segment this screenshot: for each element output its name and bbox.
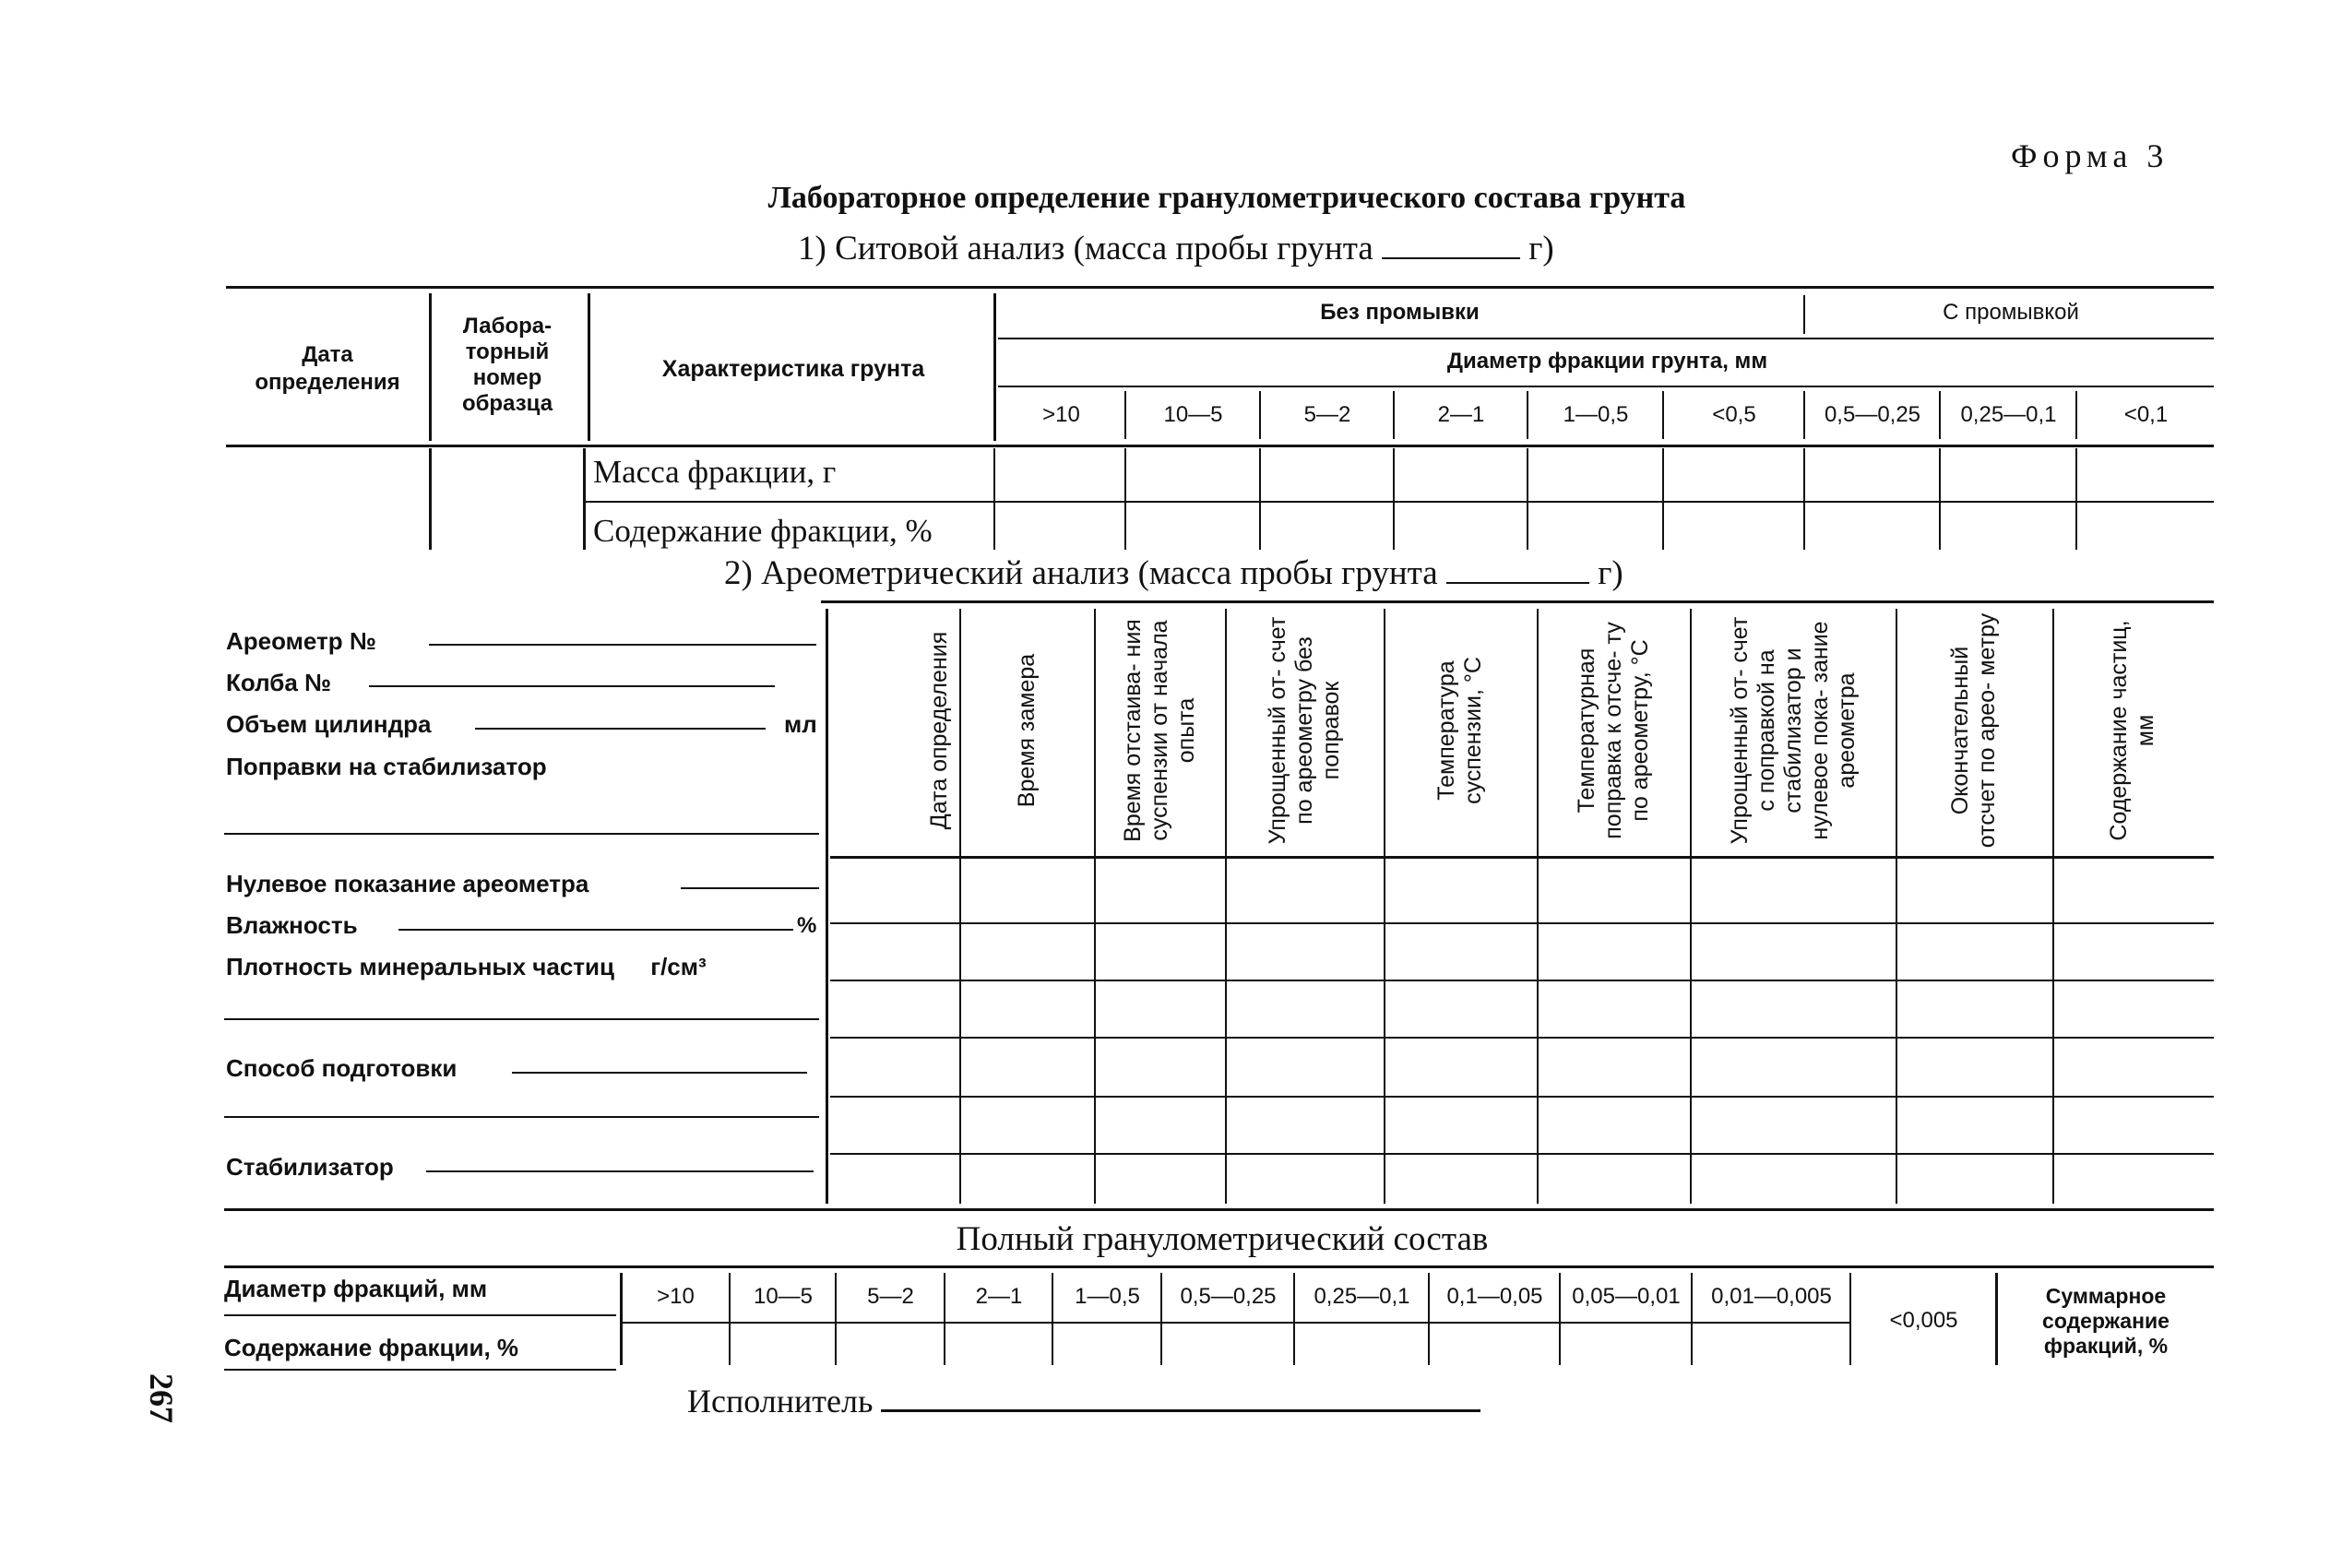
hydro-col-temp-correction: Температурная поправка к отсче- ту по ареометру, °С	[1573, 622, 1653, 839]
hydro-col-corrected-reading: Упрощенный от- счет с поправкой на стабилизатор и нулевое пока- зание ареометра	[1726, 616, 1860, 845]
diameter-header: Диаметр фракции грунта, мм	[1446, 349, 1768, 374]
executor-label: Исполнитель	[687, 1383, 874, 1420]
unit-density: г/см³	[650, 953, 707, 980]
label-zero-reading: Нулевое показание ареометра	[226, 870, 589, 897]
sieve-heading-unit: г)	[1528, 230, 1554, 267]
full-fraction-001-0005: 0,01—0,005	[1711, 1284, 1832, 1309]
sieve-fraction-5-2: 5—2	[1303, 402, 1351, 427]
full-fraction-05-025: 0,5—0,25	[1180, 1284, 1277, 1309]
hydro-row-line	[830, 1153, 2214, 1155]
label-particle-density	[226, 953, 707, 981]
hydro-row-line	[830, 1096, 2214, 1098]
col-header-date: Дата определения	[255, 342, 400, 395]
sieve-fraction-lt01: <0,1	[2123, 402, 2169, 427]
hydrometer-heading-text: 2) Ареометрический анализ (масса пробы грунта	[724, 554, 1438, 592]
hydro-col-measure-time: Время замера	[1013, 653, 1040, 808]
group-header-washing: С промывкой	[1943, 300, 2079, 325]
row-label-content: Содержание фракции, %	[224, 1334, 519, 1361]
row-label-diameter: Диаметр фракций, мм	[224, 1275, 488, 1302]
label-hydrometer-number: Ареометр №	[226, 627, 376, 655]
full-fraction-10-5: 10—5	[753, 1284, 814, 1309]
hydrometer-heading	[724, 553, 1623, 593]
label-flask-number: Колба №	[226, 669, 332, 696]
full-fraction-025-01: 0,25—0,1	[1314, 1284, 1410, 1309]
executor-signature-line	[687, 1382, 1480, 1420]
sieve-fraction-05-025: 0,5—0,25	[1824, 402, 1921, 427]
hydro-row-line	[830, 922, 2214, 924]
full-summary-header: Суммарное содержание фракций, %	[2042, 1283, 2170, 1358]
sieve-fraction-025-01: 0,25—0,1	[1960, 402, 2057, 427]
group-header-no-washing: Без промывки	[1320, 300, 1480, 325]
sieve-fraction-10-5: 10—5	[1163, 402, 1223, 427]
label-preparation-method: Способ подготовки	[226, 1054, 458, 1082]
page-number: 267	[143, 1373, 180, 1423]
hydro-row-line	[830, 1037, 2214, 1039]
sieve-fraction-gt10: >10	[1042, 402, 1080, 427]
label-stabilizer-corrections: Поправки на стабилизатор	[226, 753, 547, 780]
full-fraction-2-1: 2—1	[975, 1284, 1023, 1309]
sieve-fraction-2-1: 2—1	[1437, 402, 1485, 427]
form-number: Форма 3	[2011, 137, 2170, 174]
full-fraction-lt0005: <0,005	[1889, 1308, 1958, 1333]
hydro-col-settling-time: Время отстаива- ния суспензии от начала опыта	[1119, 619, 1199, 842]
row-label-fraction-content: Содержание фракции, %	[593, 513, 933, 549]
hydro-col-date: Дата определения	[925, 631, 952, 830]
sieve-heading-text: 1) Ситовой анализ (масса пробы грунта	[798, 230, 1373, 267]
unit-moisture: %	[797, 913, 817, 938]
full-fraction-1-05: 1—0,5	[1075, 1284, 1140, 1309]
sample-mass-blank	[1382, 233, 1520, 259]
hydro-col-particle-content: Содержание частиц, мм	[2106, 620, 2158, 841]
hydrometer-sample-mass-blank	[1446, 558, 1589, 584]
hydro-col-final-reading: Окончательный отсчет по арео- метру	[1947, 612, 2000, 849]
executor-blank	[881, 1393, 1480, 1412]
full-fraction-005-001: 0,05—0,01	[1572, 1284, 1681, 1309]
full-fraction-5-2: 5—2	[867, 1284, 914, 1309]
hydrometer-heading-unit: г)	[1598, 554, 1623, 592]
row-label-fraction-mass: Масса фракции, г	[593, 454, 837, 490]
hydro-row-line	[830, 980, 2214, 981]
document-title: Лабораторное определение гранулометрического состава грунта	[767, 181, 1686, 215]
label-cylinder-volume: Объем цилиндра	[226, 710, 432, 738]
col-header-lab-number: Лабора- торный номер образца	[461, 314, 553, 416]
label-particle-density-text: Плотность минеральных частиц	[226, 953, 615, 980]
hydro-col-raw-reading: Упрощенный от- счет по ареометру без поправок	[1264, 616, 1344, 845]
full-composition-heading: Полный гранулометрический состав	[956, 1220, 1489, 1258]
sieve-fraction-lt05: <0,5	[1712, 402, 1756, 427]
col-header-characteristic: Характеристика грунта	[661, 355, 925, 382]
full-fraction-gt10: >10	[657, 1284, 695, 1309]
unit-volume: мл	[784, 710, 817, 738]
full-fraction-01-005: 0,1—0,05	[1446, 1284, 1543, 1309]
hydro-col-temperature: Температура суспензии, °С	[1433, 657, 1486, 804]
label-stabilizer: Стабилизатор	[226, 1153, 394, 1181]
sieve-heading	[798, 229, 1554, 268]
sieve-fraction-1-05: 1—0,5	[1563, 402, 1629, 427]
label-moisture: Влажность	[226, 911, 358, 939]
